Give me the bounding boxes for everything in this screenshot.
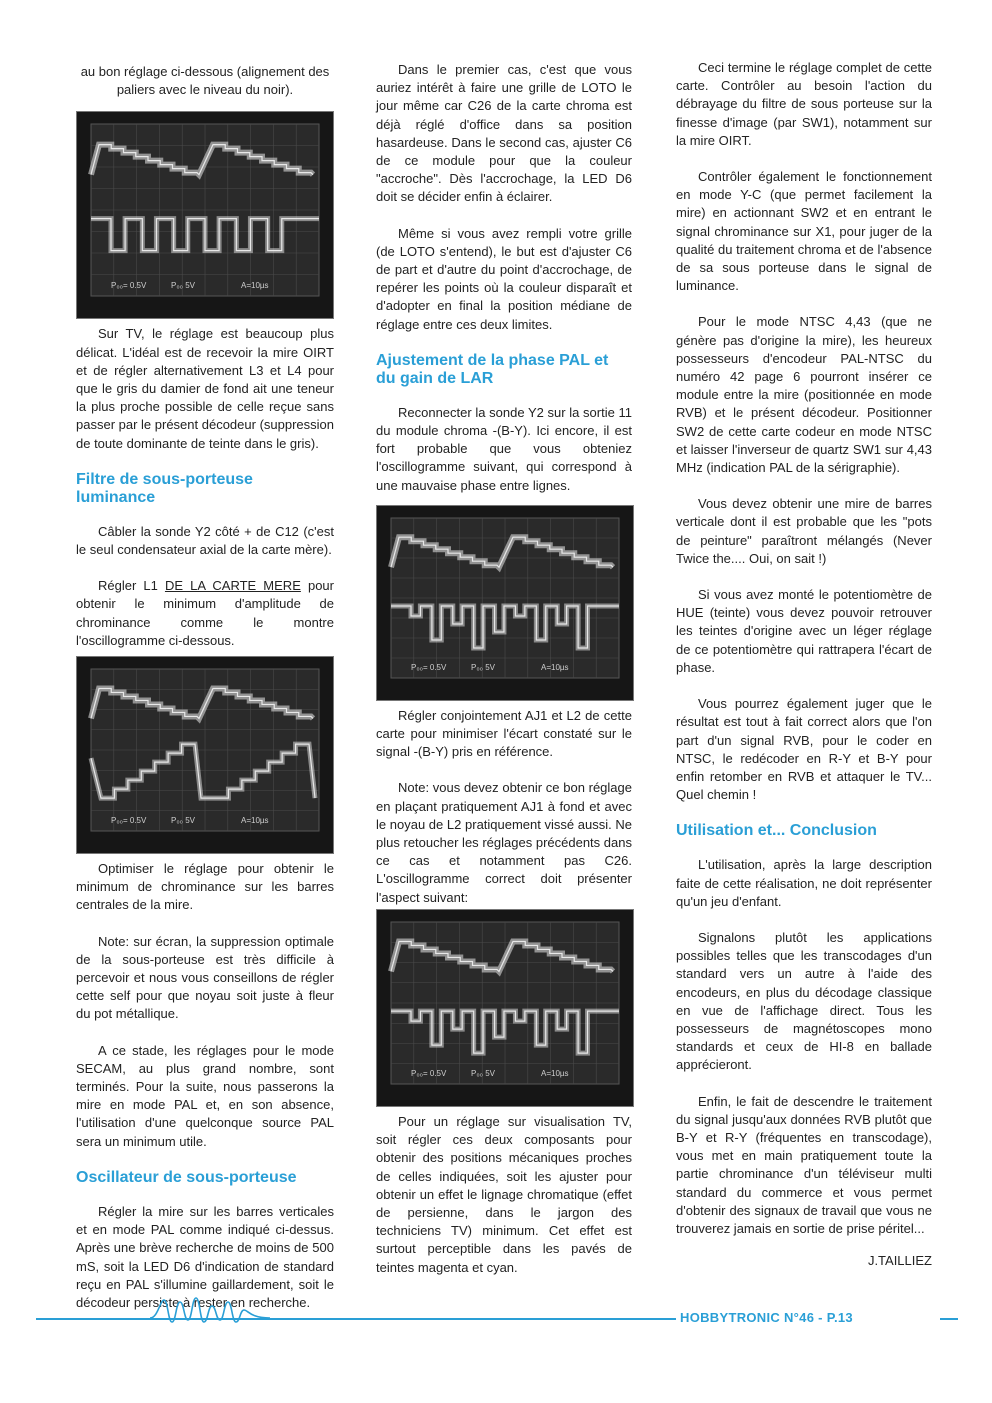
paragraph: Même si vous avez rempli votre grille (de LOTO s'entend), le but est d'ajuster C6 de part et d'autre du point d'accrochage, de repérer les points où la couleur disparaît et d'adopter en final la position médiane de réglage entre ces deux limites. [376, 225, 632, 332]
paragraph: Vous devez obtenir une mire de barres verticale dont il est probable que les "pots de peinture" paraîtront mélangés (Never Twice the.... Oui, on sait !) [676, 496, 932, 566]
paragraph: Signalons plutôt les applications possibles telles que les transcodages d'un standard vers un autre à l'aide des encodeurs, en plus du décodage classique en vue de l'affichage direct. Tous les possesseurs de magnétoscopes mono standards et ceux de HI-8 en ballade apprécieront. [676, 929, 932, 1073]
waveform-decoration-icon [150, 1296, 270, 1326]
scope-label: A=10µs [241, 816, 269, 826]
scope-label: P₀₀ 5V [471, 662, 495, 672]
paragraph: Pour le mode NTSC 4,43 (que ne génère pas d'origine la mire), les heureux possesseurs d'encodeur PAL-NTSC du numéro 42 page 6 pourront insérer ce module entre la mire (positionnée en mode RVB) et le présent décodeur. Positionner SW2 de cette carte codeur en mode NTSC et laisser l'inverseur de quartz SW1 sur 4,43 MHz (indication PAL de la sérigraphie). [676, 314, 932, 476]
oscilloscope-photo-3 [376, 505, 634, 701]
section-heading: Ajustement de la phase PAL et du gain de LAR [376, 351, 609, 387]
paragraph: Si vous avez monté le potentiomètre de HUE (teinte) vous devez pouvoir retrouver les teintes d'origine avec un léger réglage de ce potentiomètre qui rattrapera l'écart de phase. [676, 587, 932, 675]
scope-label: P₀₀ 5V [471, 1068, 495, 1078]
oscilloscope-photo-2 [76, 656, 334, 854]
paragraph: Régler la mire sur les barres verticales et en mode PAL comme indiqué ci-dessus. Après une brève recherche de moins de 500 mS, soit la LED D6 d'indication de standard reçu en PAL s'illumine gaillardement, soit le décodeur persiste à rester en recherche. [76, 1203, 334, 1310]
paragraph: Contrôler également le fonctionnement en mode Y-C (que permet facilement la mire) en actionnant SW2 et en entrant le signal chrominance sur X1, pour juger de la qualité du traitement chroma et de l'absence de sa sous porteuse dans le signal de luminance. [676, 169, 932, 294]
paragraph: Optimiser le réglage pour obtenir le minimum de chrominance sur les barres centrales de la mire. [76, 861, 334, 913]
paragraph: Vous pourrez également juger que le résultat est tout à fait correct alors que l'on part d'un signal RVB, pour le coder en NTSC, le redécoder en R-Y et B-Y pour enfin retomber en RVB et attaquer le TV... Quel chemin ! [676, 696, 932, 803]
paragraph: Sur TV, le réglage est beaucoup plus délicat. L'idéal est de recevoir la mire OIRT et de régler alternativement L3 et L4 pour que le gris du damier de fond ait une teneur la plus proche possible de celle reçue sans passer par le présent décodeur (suppression de toute dominante de teinte dans le gris). [76, 326, 334, 451]
oscilloscope-photo-4 [376, 909, 634, 1107]
footer-rule [36, 1318, 676, 1320]
paragraph: Ceci termine le réglage complet de cette carte. Contrôler au besoin l'action du débrayage du filtre de sous porteuse sur la finesse d'image (par SW1), notamment sur la mire OIRT. [676, 60, 932, 148]
paragraph: A ce stade, les réglages pour le mode SECAM, au plus grand nombre, sont terminés. Pour la suite, nous passerons la mire en mode PAL et, en son absence, l'utilisation d'une quelconque source PAL sera un minimum utile. [76, 1042, 334, 1149]
paragraph: Note: vous devez obtenir ce bon réglage en plaçant pratiquement AJ1 à fond et avec le noyau de L2 pratiquement vissé aussi. Ne plus retoucher les réglages précédents dans ce cas et notamment pas C26. L'oscillogramme correct doit présenter l'aspect suivant: [376, 780, 632, 905]
oscilloscope-photo-1 [76, 111, 334, 319]
paragraph: Dans le premier cas, c'est que vous auriez intérêt à faire une grille de LOTO le jour même car C26 de la carte chroma est déjà réglé d'office dans sa position hasardeuse. Dans le second cas, ajuster C6 de ce module pour que la couleur "accroche". Dès l'accrochage, la LED D6 doit se décider enfin à éclairer. [376, 62, 632, 205]
scope-label: P₀₀ 5V [171, 281, 195, 291]
section-heading: Filtre de sous-porteuse luminance [76, 470, 253, 506]
paragraph: Pour un réglage sur visualisation TV, soit régler ces deux composants pour obtenir des positions mécaniques proches de celles indiquées, soit les ajuster pour obtenir un effet le lignage chromatique (effet de persienne, dans le jargon des techniciens TV) minimum. Cet effet est surtout perceptible dans les pavés de teintes magenta et cyan. [376, 1113, 632, 1275]
paragraph: Câbler la sonde Y2 côté + de C12 (c'est le seul condensateur axial de la carte mère). [76, 523, 334, 558]
paragraph: Régler conjointement AJ1 et L2 de cette carte pour minimiser l'écart constaté sur le signal -(B-Y) pris en référence. [376, 707, 632, 760]
scope-label: A=10µs [241, 281, 269, 291]
scope-label: P₀₀= 0.5V [411, 1068, 447, 1078]
section-heading: Oscillateur de sous-porteuse [76, 1168, 297, 1186]
page-footer: HOBBYTRONIC N°46 - P.13 [680, 1310, 853, 1325]
paragraph: Enfin, le fait de descendre le traitement du signal jusqu'aux données RVB plutôt que B-Y et R-Y (fréquentes en transcodage), vous met en main pratiquement toute la partie chrominance d'un téléviseur multi standard du commerce et vous permet d'obtenir des signaux de travail que vous ne trouverez jamais en sortie de prise péritel... [676, 1093, 932, 1236]
author-signature: J.TAILLIEZ [867, 1253, 932, 1269]
scope-label: P₀₀= 0.5V [111, 281, 147, 291]
column-3 [676, 59, 932, 1270]
footer-rule-end [940, 1318, 958, 1320]
scope-label: A=10µs [541, 662, 569, 672]
section-heading: Utilisation et... Conclusion [676, 822, 877, 840]
scope-label: P₀₀= 0.5V [411, 662, 447, 672]
paragraph: Régler L1 DE LA CARTE MERE pour obtenir le minimum d'amplitude de chrominance comme le montre l'oscillogramme ci-dessous. [76, 578, 334, 648]
scope-label: P₀₀= 0.5V [111, 816, 147, 826]
paragraph: Reconnecter la sonde Y2 sur la sortie 11 du module chroma -(B-Y). Ici encore, il est fort probable que vous obteniez l'oscillogramme suivant, qui correspond à une mauvaise phase entre lignes. [376, 404, 632, 493]
paragraph: L'utilisation, après la large description faite de cette réalisation, ne doit représenter qu'un jeu d'enfant. [676, 857, 932, 909]
column-1 [76, 63, 334, 1330]
paragraph: au bon réglage ci-dessous (alignement des paliers avec le niveau du noir). [80, 64, 330, 98]
paragraph: Note: sur écran, la suppression optimale de la sous-porteuse est très difficile à percevoir et nous vous conseillons de régler cette self pour que noyau soit juste à fleur du pot métallique. [76, 933, 334, 1022]
scope-label: P₀₀ 5V [171, 816, 195, 826]
scope-label: A=10µs [541, 1068, 569, 1078]
column-2 [376, 61, 632, 1295]
